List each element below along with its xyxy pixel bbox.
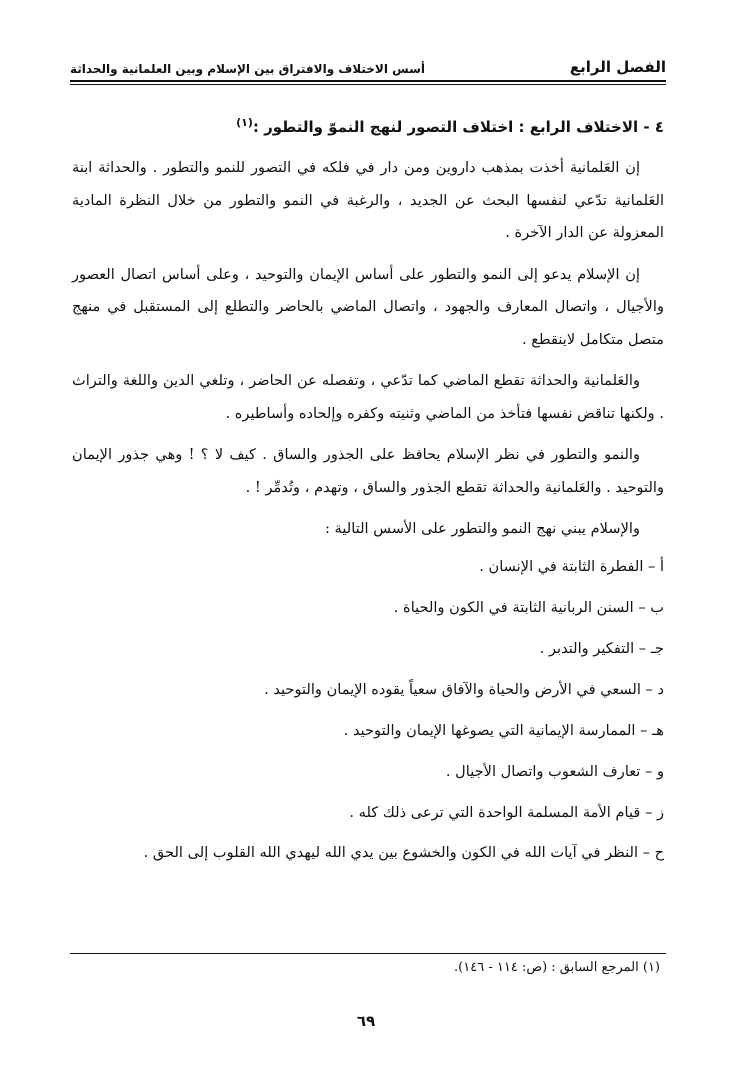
footnote-marker: (١) (236, 116, 253, 129)
foundations-list (72, 546, 664, 870)
footnote: (١) المرجع السابق : (ص: ١١٤ - ١٤٦). (454, 960, 660, 975)
list-item: ح – النظر في آيات الله في الكون والخشوع بين يدي الله ليهدي الله القلوب إلى الحق . (143, 843, 664, 861)
list-item: هـ – الممارسة الإيمانية التي يصوغها الإيمان والتوحيد . (343, 721, 664, 739)
section-heading-text: ٤ - الاختلاف الرابع : اختلاف التصور لنهج النموّ والتطور : (252, 118, 664, 136)
list-item: و – تعارف الشعوب واتصال الأجيال . (445, 762, 664, 780)
list-item: ز – قيام الأمة المسلمة الواحدة التي ترعى ذلك كله . (349, 803, 664, 821)
paragraph: والنمو والتطور في نظر الإسلام يحافظ على الجذور والساق . كيف لا ؟ ! وهي جذور الإيمان والتوحيد . والعَلمانية والحداثة تقطع الجذور والساق ، وتهدم ، وتُدمِّر ! . (72, 446, 664, 496)
chapter-title: الفصل الرابع (569, 58, 666, 76)
list-item: ب – السنن الربانية الثابتة في الكون والحياة . (393, 598, 664, 616)
book-title: أسس الاختلاف والافتراق بين الإسلام وبين العلمانية والحداثة (70, 62, 426, 76)
list-item: د – السعي في الأرض والحياة والآفاق سعياً يقوده الإيمان والتوحيد . (264, 680, 664, 698)
footnote-rule (70, 953, 666, 954)
paragraph: والإسلام يبني نهج النمو والتطور على الأسس التالية : (325, 520, 640, 537)
header-rule (70, 80, 666, 85)
paragraph: إن الإسلام يدعو إلى النمو والتطور على أساس الإيمان والتوحيد ، وعلى أساس اتصال العصور والأجيال ، واتصال المعارف والجهود ، واتصال الماضي بالحاضر والتطلع إلى المستقبل في منهج متصل متكامل لاينقطع . (72, 265, 664, 348)
list-item: أ – الفطرة الثابتة في الإنسان . (479, 557, 664, 575)
list-item: جـ – التفكير والتدبر . (539, 639, 664, 657)
page-body (72, 108, 664, 869)
page-number: ٦٩ (356, 1012, 376, 1030)
paragraph: إن العَلمانية أخذت بمذهب داروين ومن دار في فلكه في التصور للنمو والتطور . والحداثة ابنة العَلمانية تدّعي لنفسها البحث عن الجديد ، والرغبة في النمو والتطور من خلال النظرة المادية المعزولة عن الدار الآخرة . (72, 159, 664, 241)
paragraph: والعَلمانية والحداثة تقطع الماضي كما تدّعي ، وتفصله عن الحاضر ، وتلغي الدين واللغة والتراث . ولكنها تناقض نفسها فتأخذ من الماضي وثنيته وكفره وإلحاده وأساطيره . (72, 372, 664, 422)
section-heading (72, 108, 664, 142)
running-header (70, 52, 666, 76)
